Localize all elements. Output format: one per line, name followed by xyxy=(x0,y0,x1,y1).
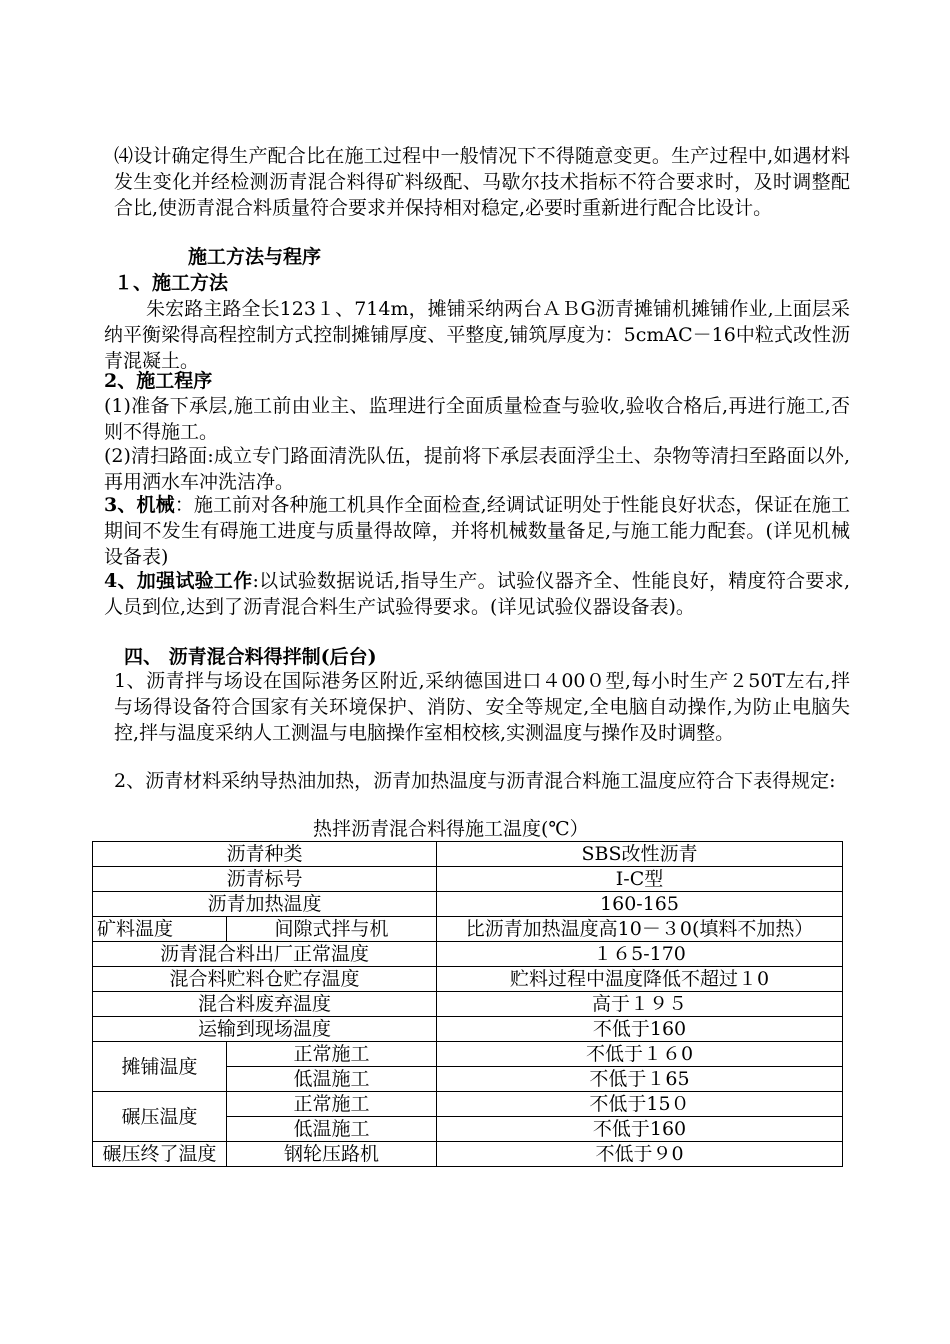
temperature-table xyxy=(92,841,843,1167)
paragraph-heating: 2、沥青材料采纳导热油加热，沥青加热温度与沥青混合料施工温度应符合下表得规定: xyxy=(114,770,836,792)
table-cell: １６5-170 xyxy=(437,942,843,967)
table-row xyxy=(93,917,843,942)
table-cell: 低温施工 xyxy=(227,1117,437,1142)
heading-construction-method: １、施工方法 xyxy=(114,272,229,294)
table-row xyxy=(93,967,843,992)
table-row xyxy=(93,1092,843,1117)
table-cell: 沥青混合料出厂正常温度 xyxy=(93,942,437,967)
table-cell: SBS改性沥青 xyxy=(437,842,843,867)
paragraph-machinery: 3、机械：施工前对各种施工机具作全面检查,经调试证明处于性能良好状态，保证在施工期间不发生有碍施工进度与质量得故障，并将机械数量备足,与施工能力配套。(详见机械设备表) xyxy=(104,494,850,568)
table-cell: 正常施工 xyxy=(227,1092,437,1117)
table-cell: 矿料温度 xyxy=(93,917,227,942)
table-cell: 160-165 xyxy=(437,892,843,917)
table-cell: 沥青加热温度 xyxy=(93,892,437,917)
table-row xyxy=(93,867,843,892)
table-cell: 不低于１65 xyxy=(437,1067,843,1092)
table-cell: 碾压温度 xyxy=(93,1092,227,1142)
table-row xyxy=(93,1042,843,1067)
heading-machinery: 3、机械 xyxy=(104,494,175,516)
table-row xyxy=(93,942,843,967)
table-cell: 混合料贮料仓贮存温度 xyxy=(93,967,437,992)
table-cell: 摊铺温度 xyxy=(93,1042,227,1092)
paragraph-construction-method: 朱宏路主路全长123１、714m，摊铺采纳两台ＡＢG沥青摊铺机摊铺作业,上面层采纳平衡梁得高程控制方式控制摊铺厚度、平整度,铺筑厚度为：5cmAC－16中粒式改性沥青混凝土。 xyxy=(104,298,850,372)
table-row xyxy=(93,1142,843,1167)
table-cell: 不低于160 xyxy=(437,1117,843,1142)
table-cell: 不低于１６0 xyxy=(437,1042,843,1067)
paragraph-testing: 4、加强试验工作:以试验数据说话,指导生产。试验仪器齐全、性能良好，精度符合要求,人员到位,达到了沥青混合料生产试验得要求。(详见试验仪器设备表)。 xyxy=(104,570,850,618)
table-cell: 沥青种类 xyxy=(93,842,437,867)
table-cell: 间隙式拌与机 xyxy=(227,917,437,942)
table-cell: 比沥青加热温度高10－３0(填料不加热） xyxy=(437,917,843,942)
heading-mixing: 四、 沥青混合料得拌制(后台) xyxy=(124,646,377,668)
table-row xyxy=(93,842,843,867)
table-cell: 低温施工 xyxy=(227,1067,437,1092)
table-cell: 混合料废弃温度 xyxy=(93,992,437,1017)
heading-testing: 4、加强试验工作 xyxy=(104,570,253,592)
table-row xyxy=(93,992,843,1017)
paragraph-mixing-plant: 1、沥青拌与场设在国际港务区附近,采纳德国进口４00０型,每小时生产２50T左右,拌与场得设备符合国家有关环境保护、消防、安全等规定,全电脑自动操作,为防止电脑失控,拌与温度采纳人工测温与电脑操作室相校核,实测温度与操作及时调整。 xyxy=(114,670,850,744)
table-cell: 沥青标号 xyxy=(93,867,437,892)
table-cell: 运输到现场温度 xyxy=(93,1017,437,1042)
table-row xyxy=(93,1017,843,1042)
table-cell: 不低于160 xyxy=(437,1017,843,1042)
table-cell: 贮料过程中温度降低不超过１0 xyxy=(437,967,843,992)
table-caption: 热拌沥青混合料得施工温度(℃） xyxy=(313,818,589,840)
paragraph-clean-road: (2)清扫路面:成立专门路面清洗队伍，提前将下承层表面浮尘土、杂物等清扫至路面以外,再用洒水车冲洗洁净。 xyxy=(104,445,850,493)
table-cell: 钢轮压路机 xyxy=(227,1142,437,1167)
table-cell: 不低于15０ xyxy=(437,1092,843,1117)
table-cell: 不低于９0 xyxy=(437,1142,843,1167)
section-heading-methods: 施工方法与程序 xyxy=(188,246,322,268)
paragraph-prepare-base: (1)准备下承层,施工前由业主、监理进行全面质量检查与验收,验收合格后,再进行施工,否则不得施工。 xyxy=(104,395,850,443)
table-cell: I-C型 xyxy=(437,867,843,892)
table-cell: 碾压终了温度 xyxy=(93,1142,227,1167)
table-row xyxy=(93,892,843,917)
table-cell: 正常施工 xyxy=(227,1042,437,1067)
paragraph-mix-design: ⑷设计确定得生产配合比在施工过程中一般情况下不得随意变更。生产过程中,如遇材料发生变化并经检测沥青混合料得矿料级配、马歇尔技术指标不符合要求时，及时调整配合比,使沥青混合料质量符合要求并保持相对稳定,必要时重新进行配合比设计。 xyxy=(114,145,850,219)
table-cell: 高于１９５ xyxy=(437,992,843,1017)
heading-construction-procedure: 2、施工程序 xyxy=(104,370,213,392)
